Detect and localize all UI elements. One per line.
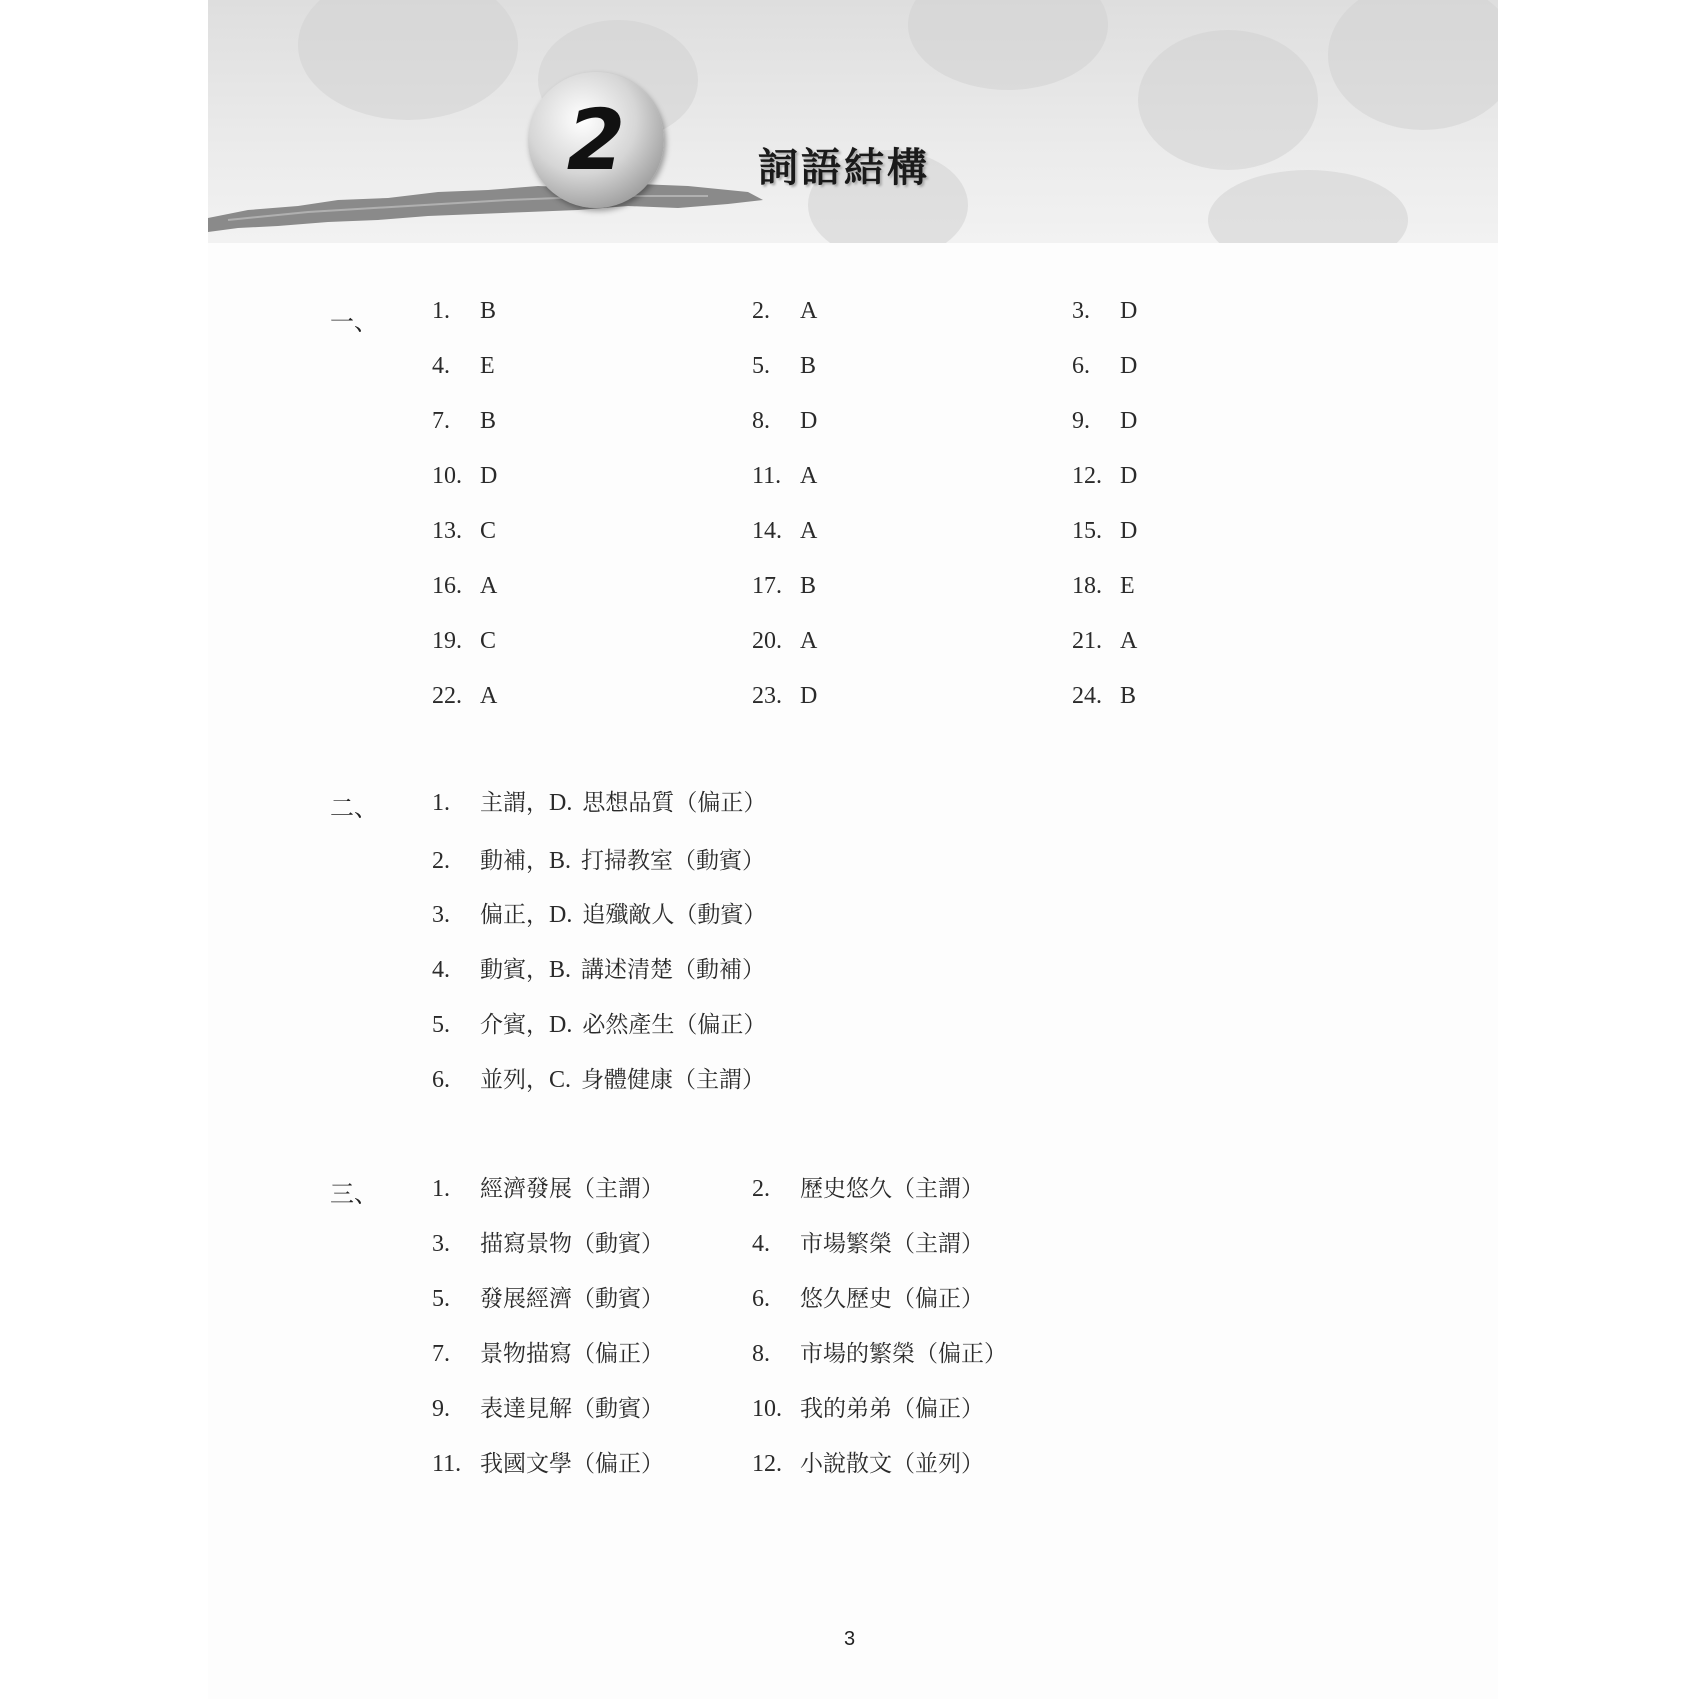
question-number: 5.	[432, 1012, 450, 1038]
question-number: 9.	[432, 1396, 450, 1422]
answer-letter: D	[480, 463, 498, 489]
question-number: 2.	[752, 1176, 770, 1202]
answer-item	[432, 463, 497, 490]
question-number: 10.	[432, 463, 462, 489]
separator: ，	[526, 902, 549, 928]
answer-letter: B	[800, 573, 817, 599]
answer-letter: D	[800, 408, 818, 434]
answer-item	[432, 1335, 664, 1368]
question-number: 5.	[432, 1286, 450, 1312]
answer-item	[432, 408, 496, 435]
answer-letter: A	[800, 298, 818, 324]
question-number: 4.	[432, 957, 450, 983]
answer-letter: A	[800, 628, 818, 654]
answer-item	[432, 1390, 664, 1423]
question-number: 4.	[752, 1231, 770, 1257]
answer-letter: B	[1120, 683, 1137, 709]
answer-item	[752, 1225, 984, 1258]
answer-item	[432, 951, 765, 984]
answer-letter: A	[800, 463, 818, 489]
phrase-answer: 市場的繁榮（偏正）	[800, 1341, 1007, 1367]
answer-item	[432, 1061, 765, 1094]
answer-item	[752, 1335, 1007, 1368]
chapter-number: 2	[566, 91, 626, 189]
question-number: 11.	[752, 463, 782, 489]
question-number: 1.	[432, 1176, 450, 1202]
question-number: 21.	[1072, 628, 1102, 654]
question-number: 7.	[432, 1341, 450, 1367]
answer-letter: D	[1120, 408, 1138, 434]
answer-item	[1072, 573, 1135, 600]
answer-item	[432, 298, 496, 325]
answer-item	[752, 628, 817, 655]
phrase-answer: 我的弟弟（偏正）	[800, 1396, 984, 1422]
phrase-answer: 市場繁榮（主謂）	[800, 1231, 984, 1257]
page-number: 3	[843, 1628, 856, 1650]
answer-item	[432, 1445, 664, 1478]
phrase-answer: 景物描寫（偏正）	[480, 1341, 664, 1367]
question-number: 8.	[752, 1341, 770, 1367]
separator: ，	[526, 790, 549, 816]
answer-item	[432, 518, 496, 545]
option-letter: D.	[549, 790, 573, 816]
answer-item	[752, 463, 817, 490]
answer-item	[432, 784, 766, 817]
answer-letter: B	[800, 353, 817, 379]
answer-item	[1072, 408, 1137, 435]
answer-item	[432, 573, 497, 600]
answer-letter: B	[480, 298, 497, 324]
chapter-title: 詞語結構	[758, 145, 930, 191]
answer-item	[752, 1390, 984, 1423]
question-number: 12.	[1072, 463, 1102, 489]
answer-letter: D	[1120, 518, 1138, 544]
answer-item	[752, 518, 817, 545]
answer-item	[752, 1170, 984, 1203]
answer-item	[752, 408, 817, 435]
phrase-answer: 表達見解（動賓）	[480, 1396, 664, 1422]
answer-letter: D	[1120, 298, 1138, 324]
answer-item	[1072, 628, 1137, 655]
option-letter: B.	[549, 848, 572, 874]
section-three-label: 三、	[330, 1180, 378, 1208]
answer-letter: E	[1120, 573, 1135, 599]
example-phrase: 打掃教室（動賓）	[581, 848, 766, 874]
question-number: 1.	[432, 790, 450, 816]
answer-item	[1072, 463, 1137, 490]
question-number: 7.	[432, 408, 450, 434]
separator: ，	[526, 1067, 549, 1093]
phrase-answer: 歷史悠久（主謂）	[800, 1176, 984, 1202]
answer-letter: C	[480, 628, 497, 654]
option-letter: D.	[549, 902, 573, 928]
answer-letter: B	[480, 408, 497, 434]
answer-item	[432, 1006, 766, 1039]
question-number: 6.	[752, 1286, 770, 1312]
answer-item	[752, 573, 816, 600]
phrase-answer: 悠久歷史（偏正）	[800, 1286, 984, 1312]
answer-item	[1072, 518, 1137, 545]
question-number: 15.	[1072, 518, 1102, 544]
section-two-label: 二、	[330, 794, 378, 822]
chapter-banner	[208, 0, 1498, 243]
answer-item	[1072, 683, 1136, 710]
question-number: 18.	[1072, 573, 1102, 599]
separator: ，	[526, 1012, 549, 1038]
answer-letter: D	[800, 683, 818, 709]
question-number: 23.	[752, 683, 782, 709]
question-number: 16.	[432, 573, 462, 599]
chapter-number-badge	[528, 72, 664, 208]
structure-type: 並列	[480, 1067, 526, 1093]
answer-letter: C	[480, 518, 497, 544]
separator: ，	[526, 957, 549, 983]
phrase-answer: 經濟發展（主謂）	[480, 1176, 664, 1202]
answer-item	[752, 353, 816, 380]
question-number: 5.	[752, 353, 770, 379]
question-number: 9.	[1072, 408, 1090, 434]
example-phrase: 身體健康（主謂）	[581, 1067, 766, 1093]
answer-item	[432, 353, 495, 380]
phrase-answer: 小說散文（並列）	[800, 1451, 984, 1477]
question-number: 20.	[752, 628, 782, 654]
answer-item	[432, 1170, 664, 1203]
answer-item	[432, 896, 766, 929]
question-number: 11.	[432, 1451, 462, 1477]
separator: ，	[526, 848, 549, 874]
question-number: 19.	[432, 628, 462, 654]
answer-letter: A	[800, 518, 818, 544]
question-number: 22.	[432, 683, 462, 709]
question-number: 1.	[432, 298, 450, 324]
example-phrase: 思想品質（偏正）	[582, 790, 767, 816]
question-number: 14.	[752, 518, 782, 544]
option-letter: B.	[549, 957, 572, 983]
answer-letter: A	[1120, 628, 1138, 654]
answer-item	[752, 1280, 984, 1313]
question-number: 2.	[752, 298, 770, 324]
option-letter: C.	[549, 1067, 572, 1093]
answer-item	[432, 1280, 664, 1313]
phrase-answer: 我國文學（偏正）	[480, 1451, 664, 1477]
question-number: 2.	[432, 848, 450, 874]
structure-type: 介賓	[480, 1012, 526, 1038]
answer-item	[432, 683, 497, 710]
question-number: 12.	[752, 1451, 782, 1477]
brush-stroke-decoration	[208, 170, 768, 240]
answer-item	[432, 1225, 664, 1258]
question-number: 6.	[432, 1067, 450, 1093]
example-phrase: 必然產生（偏正）	[582, 1012, 767, 1038]
answer-letter: D	[1120, 353, 1138, 379]
answer-item	[1072, 298, 1137, 325]
question-number: 3.	[432, 902, 450, 928]
answer-item	[1072, 353, 1137, 380]
phrase-answer: 發展經濟（動賓）	[480, 1286, 664, 1312]
question-number: 17.	[752, 573, 782, 599]
question-number: 8.	[752, 408, 770, 434]
answer-item	[752, 298, 817, 325]
answer-letter: A	[480, 683, 498, 709]
question-number: 4.	[432, 353, 450, 379]
answer-letter: A	[480, 573, 498, 599]
structure-type: 動賓	[480, 957, 526, 983]
section-one-label: 一、	[330, 308, 378, 336]
question-number: 6.	[1072, 353, 1090, 379]
structure-type: 動補	[480, 848, 526, 874]
answer-letter: D	[1120, 463, 1138, 489]
answer-item	[432, 628, 496, 655]
example-phrase: 講述清楚（動補）	[581, 957, 766, 983]
question-number: 10.	[752, 1396, 782, 1422]
example-phrase: 追殲敵人（動賓）	[582, 902, 767, 928]
question-number: 3.	[1072, 298, 1090, 324]
structure-type: 主謂	[480, 790, 526, 816]
phrase-answer: 描寫景物（動賓）	[480, 1231, 664, 1257]
answer-item	[752, 683, 817, 710]
question-number: 24.	[1072, 683, 1102, 709]
answer-letter: E	[480, 353, 495, 379]
question-number: 3.	[432, 1231, 450, 1257]
answer-item	[752, 1445, 984, 1478]
structure-type: 偏正	[480, 902, 526, 928]
answer-item	[432, 842, 765, 875]
option-letter: D.	[549, 1012, 573, 1038]
question-number: 13.	[432, 518, 462, 544]
